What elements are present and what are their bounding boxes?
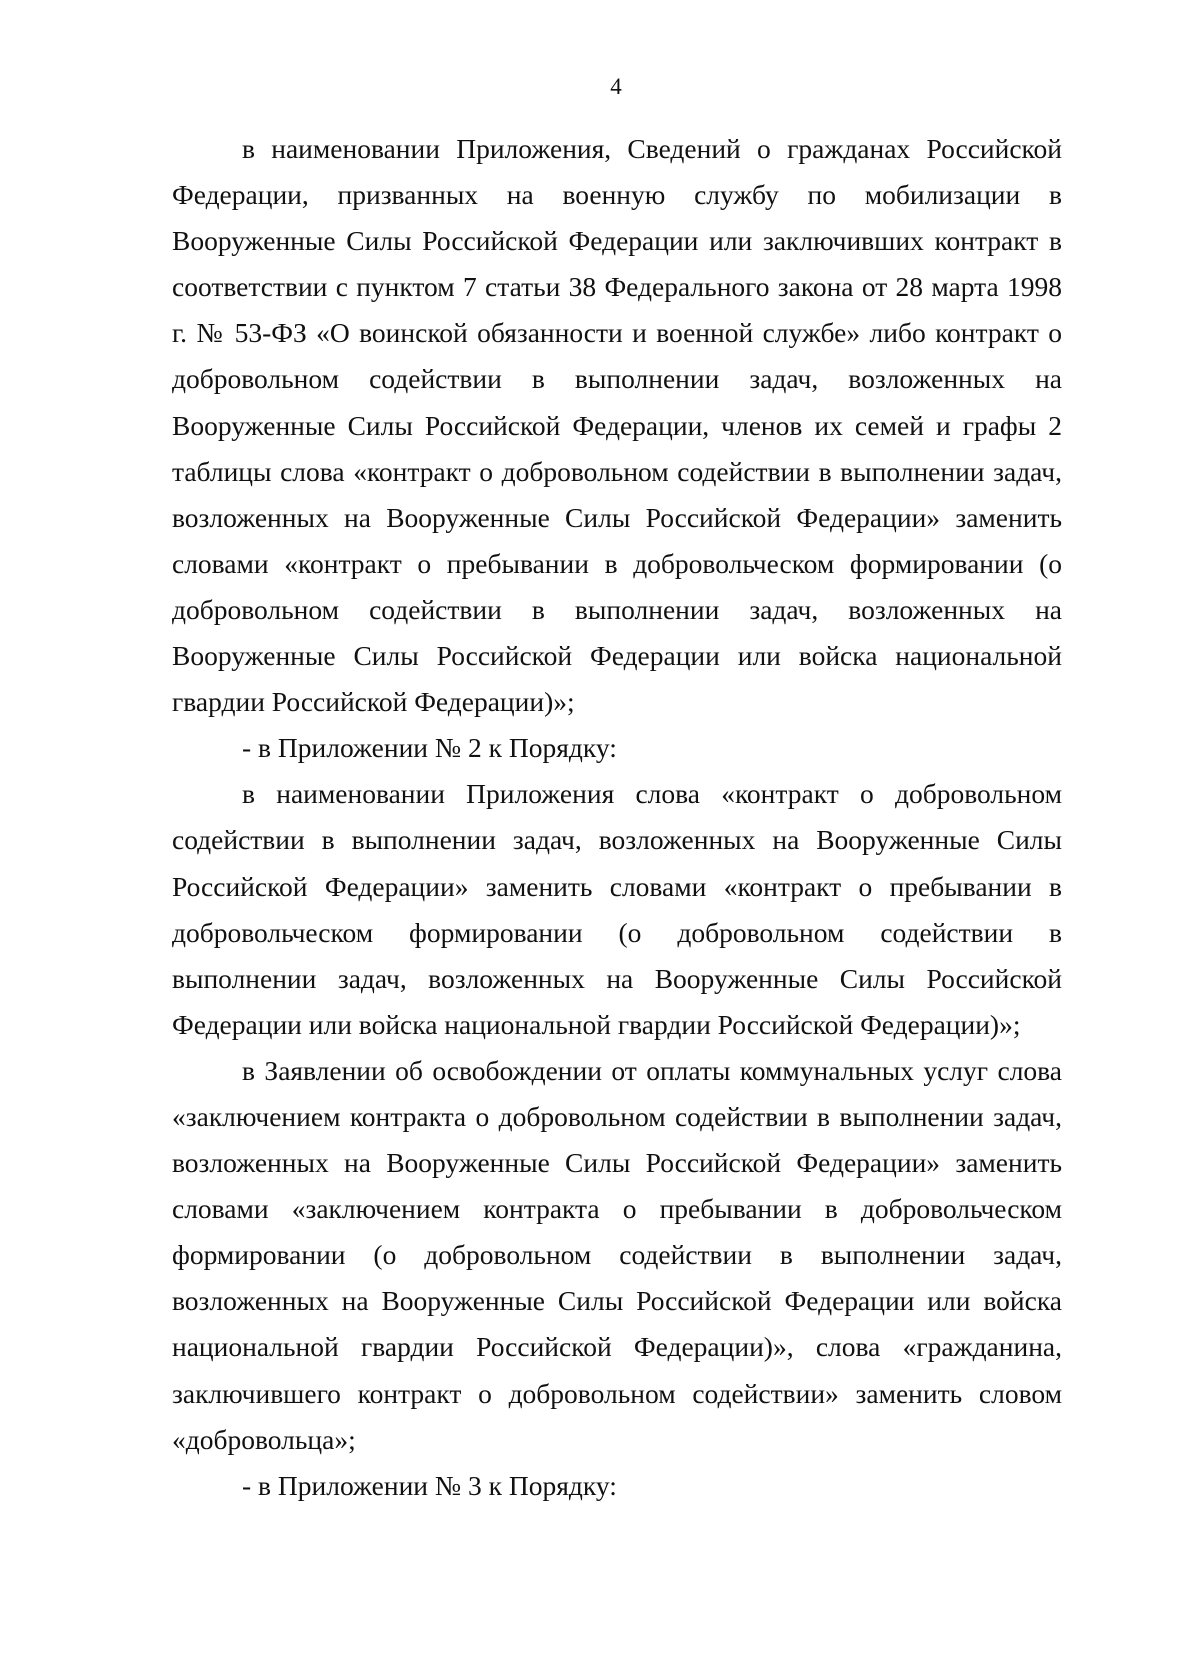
- paragraph-appendix-3-heading: - в Приложении № 3 к Порядку:: [242, 1469, 617, 1501]
- page-number: 4: [610, 74, 622, 99]
- paragraph-amendment-application-form: в Заявлении об освобождении от оплаты коммунальных услуг слова «заключением контракта о добровольном содействии в выполнении задач, возложенных на Вооруженные Силы Российской Федерации» заменить словами «заключением контракта о пребывании в добровольческом формировании (о добровольном содействии в выполнении задач, возложенных на Вооруженные Силы Российской Федерации или войска национальной гвардии Российской Федерации)», слова «гражданина, заключившего контракт о добровольном содействии» заменить словом «добровольца»;: [172, 1054, 1062, 1455]
- paragraph-amendment-appendix-2-title: в наименовании Приложения слова «контракт о добровольном содействии в выполнении задач, возложенных на Вооруженные Силы Российской Федерации» заменить словами «контракт о пребывании в добровольческом формировании (о добровольном содействии в выполнении задач, возложенных на Вооруженные Силы Российской Федерации или войска национальной гвардии Российской Федерации)»;: [172, 778, 1062, 1040]
- document-body: [172, 126, 1062, 1509]
- paragraph-amendment-appendix-1-title: в наименовании Приложения, Сведений о гражданах Российской Федерации, призванных на военную службу по мобилизации в Вооруженные Силы Российской Федерации или заключивших контракт в соответствии с пунктом 7 статьи 38 Федерального закона от 28 марта 1998 г. № 53-ФЗ «О воинской обязанности и военной службе» либо контракт о добровольном содействии в выполнении задач, возложенных на Вооруженные Силы Российской Федерации, членов их семей и графы 2 таблицы слова «контракт о добровольном содействии в выполнении задач, возложенных на Вооруженные Силы Российской Федерации» заменить словами «контракт о пребывании в добровольческом формировании (о добровольном содействии в выполнении задач, возложенных на Вооруженные Силы Российской Федерации или войска национальной гвардии Российской Федерации)»;: [172, 133, 1062, 718]
- paragraph-appendix-2-heading: - в Приложении № 2 к Порядку:: [242, 732, 617, 764]
